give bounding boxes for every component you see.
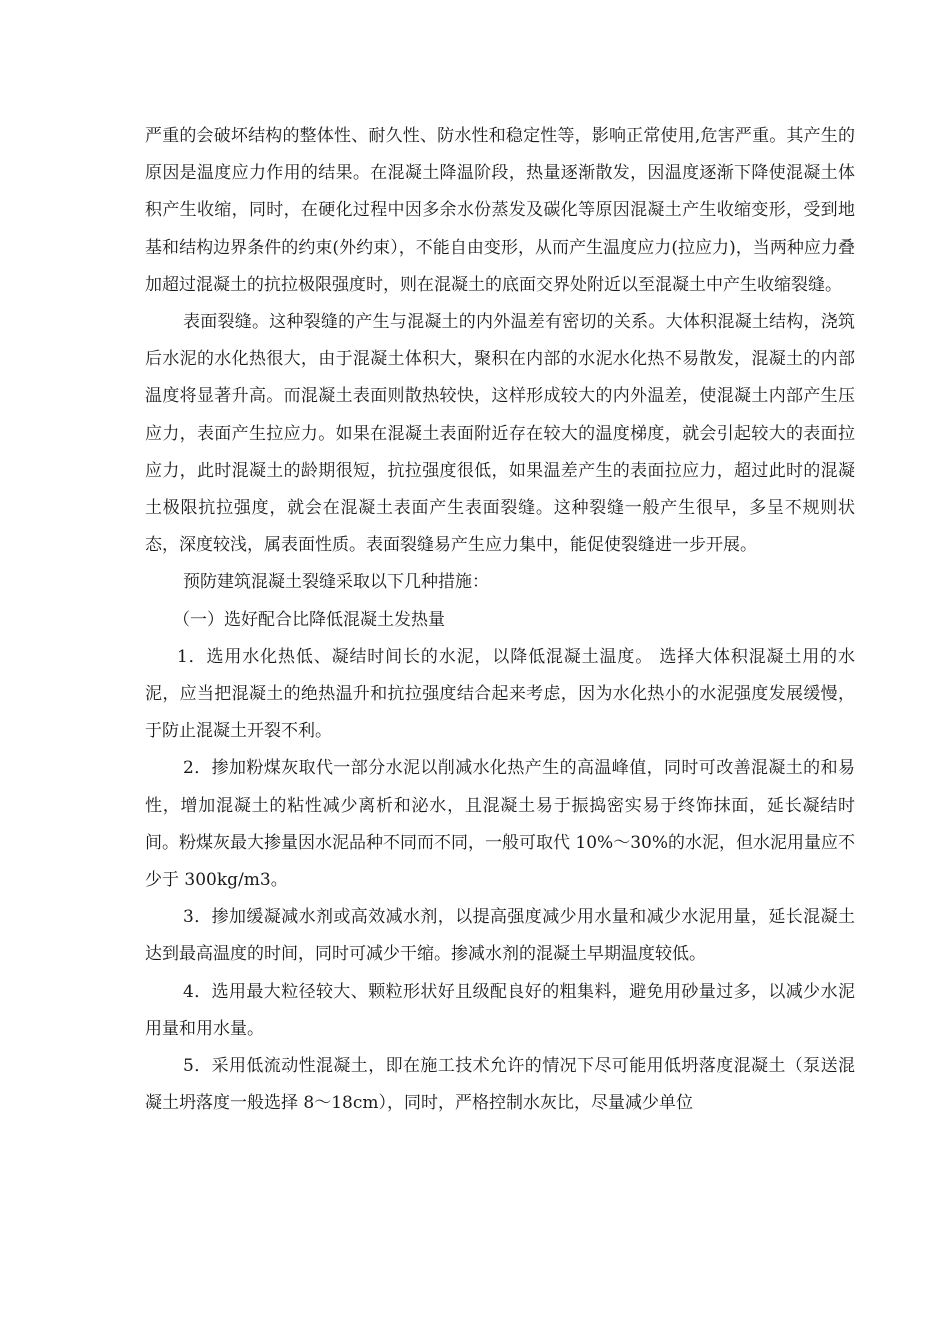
list-item-2-fly-ash: 2．掺加粉煤灰取代一部分水泥以削减水化热产生的高温峰值，同时可改善混凝土的和易性，增加混凝土的粘性减少离析和泌水，且混凝土易于振捣密实易于终饰抹面，延长凝结时间。粉煤灰最大掺量因水泥品种不同而不同，一般可取代 10%～30%的水泥，但水泥用量应不少于 300kg/m3。 — [145, 758, 855, 891]
list-item-3-retarder: 3．掺加缓凝减水剂或高效减水剂，以提高强度减少用水量和减少水泥用量，延长混凝土达到最高温度的时间，同时可减少干缩。掺减水剂的混凝土早期温度较低。 — [145, 907, 855, 965]
paragraph-prevention-intro: 预防建筑混凝土裂缝采取以下几种措施： — [183, 572, 489, 593]
paragraph-shrinkage-cracks: 严重的会破坏结构的整体性、耐久性、防水性和稳定性等，影响正常使用,危害严重。其产生的原因是温度应力作用的结果。在混凝土降温阶段，热量逐渐散发，因温度逐渐下降使混凝土体积产生收缩，同时，在硬化过程中因多余水份蒸发及碳化等原因混凝土产生收缩变形，受到地基和结构边界条件的约束(外约束），不能自由变形，从而产生温度应力(拉应力)，当两种应力叠加超过混凝土的抗拉极限强度时，则在混凝土的底面交界处附近以至混凝土中产生收缩裂缝。 — [145, 126, 855, 295]
paragraph-surface-cracks: 表面裂缝。这种裂缝的产生与混凝土的内外温差有密切的关系。大体积混凝土结构，浇筑后水泥的水化热很大，由于混凝土体积大，聚积在内部的水泥水化热不易散发，混凝土的内部温度将显著升高。而混凝土表面则散热较快，这样形成较大的内外温差，使混凝土内部产生压应力，表面产生拉应力。如果在混凝土表面附近存在较大的温度梯度，就会引起较大的表面拉应力，此时混凝土的龄期很短，抗拉强度很低，如果温差产生的表面拉应力，超过此时的混凝土极限抗拉强度，就会在混凝土表面产生表面裂缝。这种裂缝一般产生很早，多呈不规则状态，深度较浅，属表面性质。表面裂缝易产生应力集中，能促使裂缝进一步开展。 — [145, 312, 855, 556]
list-item-4-coarse-aggregate: 4．选用最大粒径较大、颗粒形状好且级配良好的粗集料，避免用砂量过多，以减少水泥用量和用水量。 — [145, 981, 855, 1039]
list-item-1-low-heat-cement: 1．选用水化热低、凝结时间长的水泥，以降低混凝土温度。 选择大体积混凝土用的水泥，应当把混凝土的绝热温升和抗拉强度结合起来考虑，因为水化热小的水泥强度发展缓慢，于防止混凝土开裂不利。 — [145, 646, 855, 742]
section-heading-mix-ratio: （一）选好配合比降低混凝土发热量 — [173, 609, 445, 630]
document-body — [145, 118, 855, 1122]
list-item-5-low-slump: 5．采用低流动性混凝土，即在施工技术允许的情况下尽可能用低坍落度混凝土（泵送混凝土坍落度一般选择 8～18cm），同时，严格控制水灰比，尽量减少单位 — [145, 1056, 855, 1114]
